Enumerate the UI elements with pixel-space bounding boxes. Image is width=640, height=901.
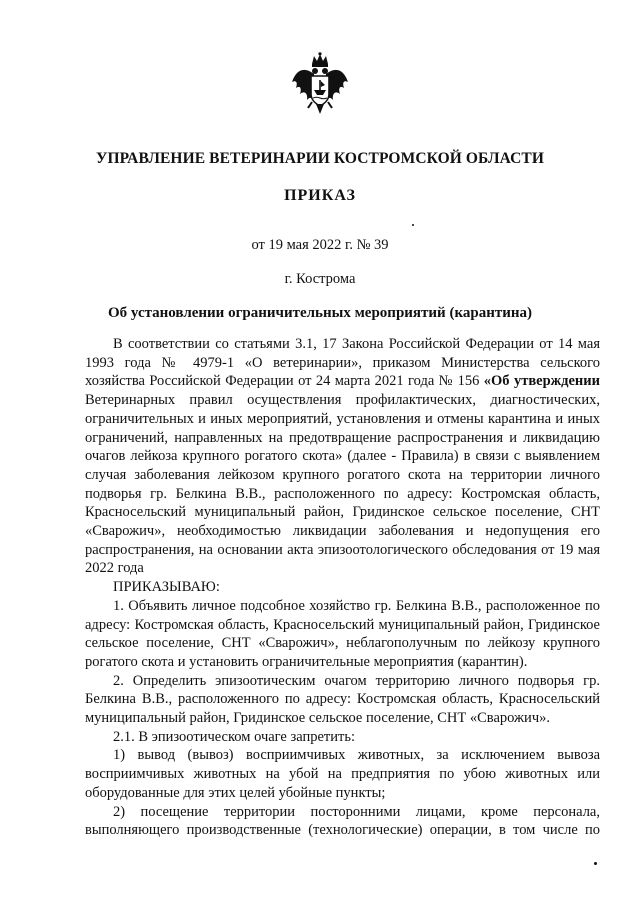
clause-1: 1. Объявить личное подсобное хозяйство гр. Белкина В.В., расположенное по адресу: Костромская область, Красносельский муниципальный район, Гридинское сельское поселение, СНТ «Сварожич», неблагополучным по лейкозу крупного рогатого скота и установить ограничительные мероприятия (карантин). [85,597,600,670]
clause-2-1-item-2: 2) посещение территории посторонними лицами, кроме персонала, выполняющего производственные (технологические) операции, в том числе по [85,803,600,839]
scan-speck [594,862,597,865]
clause-2: 2. Определить эпизоотическим очагом территорию личного подворья гр. Белкина В.В., расположенного по адресу: Костромская область, Красносельский муниципальный район, Гридинское сельское поселение, СНТ «Сварожич». [85,672,600,727]
date-and-number: от 19 мая 2022 г. № 39 [251,237,389,253]
document-type: ПРИКАЗ [284,187,356,204]
document-subject: Об установлении ограничительных мероприятий (карантина) [107,305,532,321]
scan-speck [412,224,414,226]
preamble-paragraph: В соответствии со статьями 3.1, 17 Закона Российской Федерации от 14 мая 1993 года № 4979-1 «О ветеринарии», приказом Министерства сельского хозяйства Российской Федерации от 24 марта 2021 года № 156 «Об утверждении Ветеринарных правил осуществления профилактических, диагностических, ограничительных и иных мероприятий, установления и отмены карантина и иных ограничений, направленных на предотвращение распространения и ликвидацию очагов лейкоза крупного рогатого скота» (далее - Правила) в связи с выявлением случая заболевания лейкозом крупного рогатого скота на территории личного подворья гр. Белкина В.В., расположенного по адресу: Костромская область, Красносельский муниципальный район, Гридинское сельское поселение, СНТ «Сварожич», необходимостью ликвидации заболевания и недопущения его распространения, на основании акта эпизоотологического обследования от 19 мая 2022 года [85,336,600,577]
organization-name: УПРАВЛЕНИЕ ВЕТЕРИНАРИИ КОСТРОМСКОЙ ОБЛАСТИ [95,150,545,167]
clause-2-1-item-1: 1) вывод (вывоз) восприимчивых животных, за исключением вывоза восприимчивых животных на убой на предприятия по убою животных или оборудованные для этих целей убойные пункты; [85,747,600,801]
document-body [85,335,600,859]
clause-2-1: 2.1. В эпизоотическом очаге запретить: [113,728,355,745]
order-word: ПРИКАЗЫВАЮ: [113,579,220,596]
coat-of-arms-icon [290,52,350,116]
city: г. Кострома [284,271,356,287]
